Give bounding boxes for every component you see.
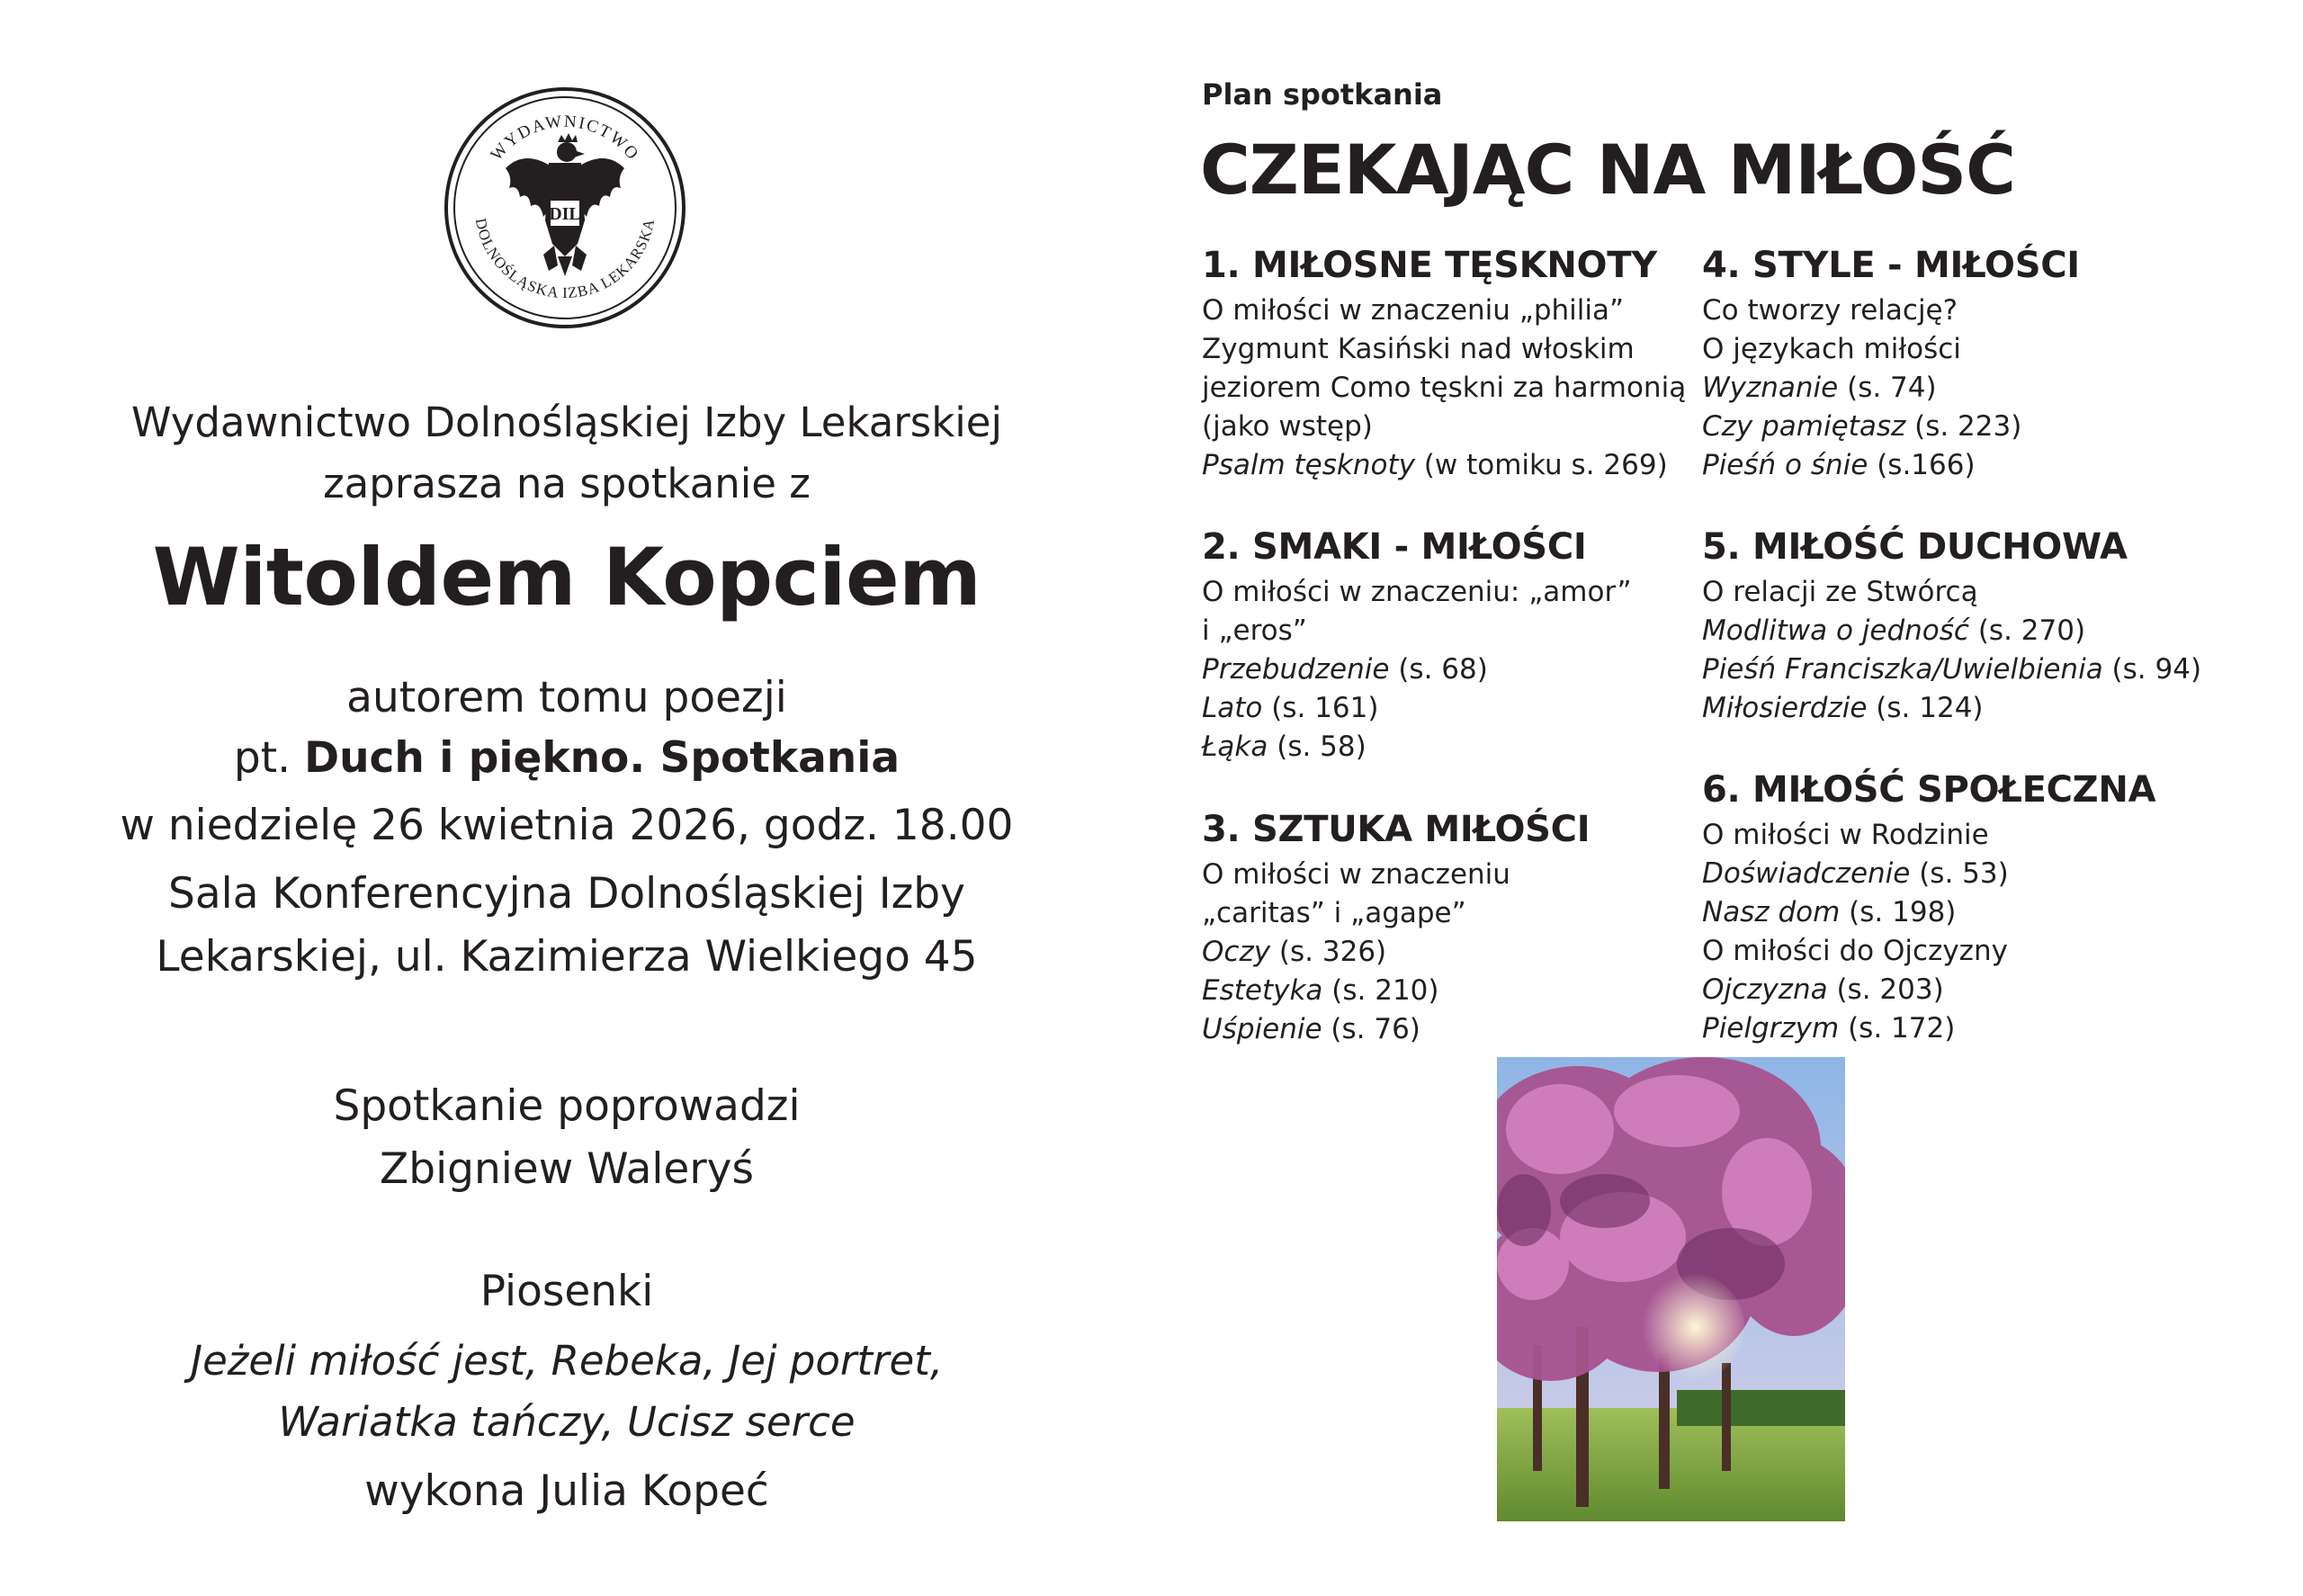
venue-line-2: Lekarskiej, ul. Kazimierza Wielkiego 45	[156, 932, 978, 982]
poem-page-ref: (s. 223)	[1905, 410, 2022, 443]
section-line	[1702, 855, 2206, 893]
section-line: O miłości w Rodzinie	[1702, 819, 1989, 851]
poem-page-ref: (w tomiku s. 269)	[1414, 449, 1668, 481]
section-lines	[1202, 291, 1706, 485]
poem-page-ref: (s. 68)	[1389, 653, 1488, 686]
guest-name: Witoldem Kopciem	[152, 531, 981, 623]
section-line	[1702, 893, 2206, 932]
poem-title: Doświadczenie	[1702, 857, 1911, 890]
poem-title: Uśpienie	[1202, 1013, 1322, 1045]
poem-title: Przebudzenie	[1202, 653, 1390, 686]
section-line: „caritas” i „agape”	[1202, 897, 1466, 929]
section-line	[1702, 369, 2206, 408]
poem-title: Modlitwa o jedność	[1702, 614, 1969, 647]
section-heading: 4. STYLE - MIŁOŚCI	[1702, 245, 2080, 286]
poem-page-ref: (s. 53)	[1910, 857, 2009, 890]
section-line	[1202, 689, 1706, 728]
logo-top-text: WYDAWNICTWO	[487, 112, 643, 165]
songs-heading: Piosenki	[479, 1267, 654, 1316]
poem-page-ref: (s. 161)	[1262, 692, 1379, 724]
section-line	[1702, 1009, 2206, 1048]
section-line	[1202, 728, 1706, 767]
poem-title: Psalm tęsknoty	[1202, 449, 1415, 481]
section-lines	[1202, 573, 1706, 767]
poem-title: Nasz dom	[1702, 896, 1841, 928]
intro-line-1: Wydawnictwo Dolnośląskiej Izby Lekarskiej	[131, 399, 1002, 446]
section-line	[1202, 972, 1706, 1010]
poem-page-ref: (s. 74)	[1838, 372, 1937, 404]
plan-section	[1702, 767, 2206, 1048]
poem-page-ref: (s. 198)	[1840, 896, 1957, 928]
book-line-1: autorem tomu poezji	[346, 673, 787, 722]
book-title: Duch i piękno. Spotkania	[304, 733, 901, 783]
poem-page-ref: (s. 124)	[1867, 692, 1984, 724]
section-line: (jako wstęp)	[1202, 410, 1373, 443]
venue-line-1: Sala Konferencyjna Dolnośląskiej Izby	[168, 869, 965, 919]
section-heading: 2. SMAKI - MIŁOŚCI	[1202, 526, 1587, 568]
section-lines	[1702, 291, 2206, 485]
poem-page-ref: (s.166)	[1868, 449, 1976, 481]
host-name: Zbigniew Waleryś	[380, 1144, 754, 1194]
logo-bottom-text: DOLNOŚLĄSKA IZBA LEKARSKA	[471, 217, 659, 302]
section-line: jeziorem Como tęskni za harmonią	[1202, 372, 1687, 404]
intro-line-2: zaprasza na spotkanie z	[323, 460, 811, 507]
poem-page-ref: (s. 326)	[1270, 936, 1387, 968]
poem-page-ref: (s. 94)	[2102, 653, 2202, 686]
section-heading: 5. MIŁOŚĆ DUCHOWA	[1702, 526, 2128, 568]
poem-title: Łąka	[1202, 731, 1268, 763]
section-line: O miłości do Ojczyzny	[1702, 935, 2008, 967]
event-date: w niedzielę 26 kwietnia 2026, godz. 18.00	[120, 801, 1014, 850]
poem-page-ref: (s. 210)	[1322, 974, 1439, 1007]
section-lines	[1702, 816, 2206, 1048]
section-line: i „eros”	[1202, 614, 1307, 647]
poem-page-ref: (s. 58)	[1268, 731, 1367, 763]
section-heading: 1. MIŁOSNE TĘSKNOTY	[1202, 245, 1657, 286]
section-heading: 6. MIŁOŚĆ SPOŁECZNA	[1702, 769, 2156, 811]
poem-page-ref: (s. 270)	[1968, 614, 2086, 647]
section-heading: 3. SZTUKA MIŁOŚCI	[1202, 809, 1591, 850]
publisher-logo	[443, 85, 687, 330]
poem-title: Pielgrzym	[1702, 1012, 1840, 1045]
poem-title: Miłosierdzie	[1702, 692, 1868, 724]
poem-page-ref: (s. 172)	[1839, 1012, 1956, 1045]
section-line	[1702, 612, 2206, 650]
section-line: Co tworzy relację?	[1702, 294, 1958, 327]
poem-title: Czy pamiętasz	[1702, 410, 1906, 443]
section-line: O miłości w znaczeniu „philia”	[1202, 294, 1625, 327]
poem-title: Pieśń o śnie	[1702, 449, 1868, 481]
poem-title: Wyznanie	[1702, 372, 1839, 404]
section-line	[1702, 971, 2206, 1009]
plan-section	[1202, 807, 1706, 1049]
plan-section	[1202, 525, 1706, 767]
book-line-2	[72, 733, 1062, 783]
poem-page-ref: (s. 203)	[1827, 973, 1944, 1006]
plan-label: Plan spotkania	[1202, 77, 1443, 112]
section-line	[1702, 446, 2206, 485]
plan-section	[1702, 243, 2206, 485]
songs-line-2: Wariatka tańczy, Ucisz serce	[278, 1398, 856, 1446]
poem-page-ref: (s. 76)	[1322, 1013, 1420, 1045]
plan-title: CZEKAJĄC NA MIŁOŚĆ	[1200, 130, 2015, 210]
poem-title: Ojczyzna	[1702, 973, 1828, 1006]
section-lines	[1702, 573, 2206, 728]
logo-monogram: DIL	[549, 204, 581, 224]
plan-section	[1702, 525, 2206, 728]
section-line: O miłości w znaczeniu	[1202, 858, 1510, 891]
plan-section	[1202, 243, 1706, 485]
flowering-trees-photo	[1497, 1057, 1845, 1521]
poem-title: Lato	[1202, 692, 1263, 724]
section-line	[1702, 689, 2206, 728]
songs-line-1: Jeżeli miłość jest, Rebeka, Jej portret,	[190, 1337, 944, 1385]
section-line	[1702, 408, 2206, 446]
book-prefix: pt.	[233, 733, 305, 783]
section-line: Zygmunt Kasiński nad włoskim	[1202, 333, 1635, 365]
songs-performer: wykona Julia Kopeć	[364, 1466, 769, 1516]
section-line: O językach miłości	[1702, 333, 1961, 365]
section-line	[1202, 446, 1706, 485]
section-line	[1202, 933, 1706, 972]
poem-title: Oczy	[1202, 936, 1271, 968]
section-line	[1702, 650, 2206, 689]
host-line-1: Spotkanie poprowadzi	[333, 1081, 801, 1131]
poem-title: Estetyka	[1202, 974, 1323, 1007]
section-lines	[1202, 856, 1706, 1049]
section-line	[1202, 650, 1706, 689]
section-line	[1202, 1010, 1706, 1049]
poem-title: Pieśń Franciszka/Uwielbienia	[1702, 653, 2103, 686]
section-line: O relacji ze Stwórcą	[1702, 576, 1978, 608]
section-line: O miłości w znaczeniu: „amor”	[1202, 576, 1632, 608]
